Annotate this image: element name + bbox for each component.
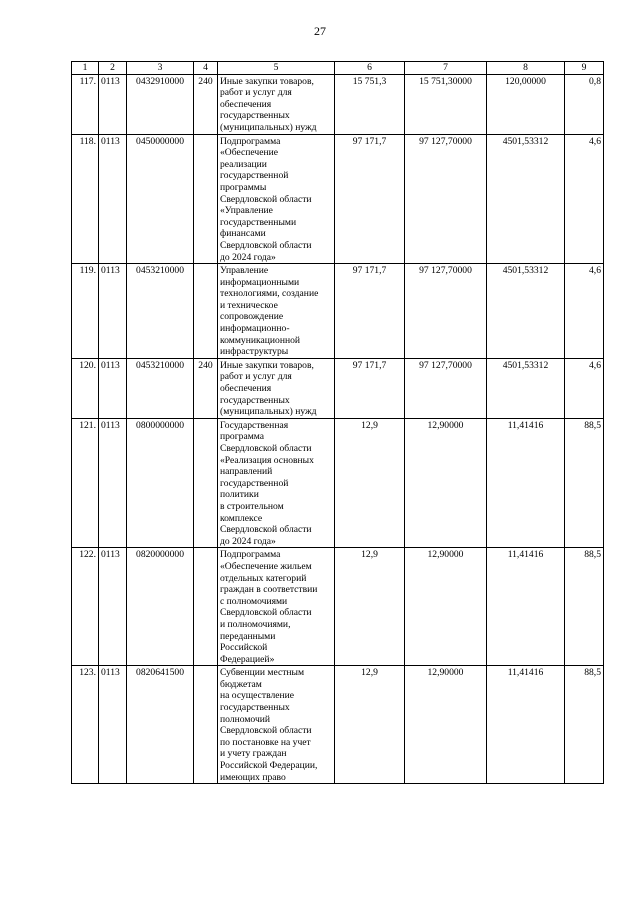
row-number: 122.: [72, 548, 99, 666]
header-row: [72, 62, 604, 75]
value-col7: 12,90000: [405, 666, 487, 784]
value-col8: 4501,53312: [487, 264, 565, 359]
value-col8: 120,00000: [487, 74, 565, 134]
target-article-code: 0820641500: [127, 666, 194, 784]
value-col6: 15 751,3: [335, 74, 405, 134]
item-description: Управление информационными технологиями, создание и техническое сопровождение информационно- коммуникационной инфраструктуры: [218, 264, 335, 359]
value-col9: 4,6: [565, 134, 604, 264]
column-header: 1: [72, 62, 99, 75]
section-code: 0113: [99, 358, 127, 418]
page-number: 27: [314, 24, 326, 38]
expense-type-code: [194, 418, 218, 548]
budget-table: [71, 61, 604, 784]
table-row: [72, 548, 604, 666]
row-number: 120.: [72, 358, 99, 418]
item-description: Субвенции местным бюджетам на осуществление государственных полномочий Свердловской области по постановке на учет и учету граждан Российской Федерации, имеющих право: [218, 666, 335, 784]
value-col6: 12,9: [335, 548, 405, 666]
value-col8: 11,41416: [487, 548, 565, 666]
value-col7: 97 127,70000: [405, 134, 487, 264]
value-col9: 88,5: [565, 418, 604, 548]
target-article-code: 0450000000: [127, 134, 194, 264]
row-number: 119.: [72, 264, 99, 359]
section-code: 0113: [99, 74, 127, 134]
column-header: 8: [487, 62, 565, 75]
target-article-code: 0432910000: [127, 74, 194, 134]
column-header: 5: [218, 62, 335, 75]
table-row: [72, 134, 604, 264]
section-code: 0113: [99, 666, 127, 784]
expense-type-code: [194, 666, 218, 784]
section-code: 0113: [99, 134, 127, 264]
expense-type-code: [194, 134, 218, 264]
row-number: 121.: [72, 418, 99, 548]
value-col8: 11,41416: [487, 666, 565, 784]
value-col6: 12,9: [335, 418, 405, 548]
value-col7: 15 751,30000: [405, 74, 487, 134]
value-col6: 97 171,7: [335, 358, 405, 418]
target-article-code: 0453210000: [127, 358, 194, 418]
value-col6: 12,9: [335, 666, 405, 784]
table-row: [72, 358, 604, 418]
column-header: 2: [99, 62, 127, 75]
value-col9: 4,6: [565, 358, 604, 418]
target-article-code: 0820000000: [127, 548, 194, 666]
column-header: 9: [565, 62, 604, 75]
item-description: Иные закупки товаров, работ и услуг для обеспечения государственных (муниципальных) нужд: [218, 74, 335, 134]
value-col9: 0,8: [565, 74, 604, 134]
target-article-code: 0453210000: [127, 264, 194, 359]
table-row: [72, 418, 604, 548]
row-number: 117.: [72, 74, 99, 134]
value-col8: 4501,53312: [487, 134, 565, 264]
value-col6: 97 171,7: [335, 264, 405, 359]
column-header: 6: [335, 62, 405, 75]
column-header: 3: [127, 62, 194, 75]
value-col7: 97 127,70000: [405, 264, 487, 359]
section-code: 0113: [99, 418, 127, 548]
table-row: [72, 666, 604, 784]
value-col7: 97 127,70000: [405, 358, 487, 418]
item-description: Подпрограмма «Обеспечение жильем отдельных категорий граждан в соответствии с полномочиями Свердловской области и полномочиями, переданными Российской Федерацией»: [218, 548, 335, 666]
value-col8: 4501,53312: [487, 358, 565, 418]
row-number: 118.: [72, 134, 99, 264]
value-col9: 88,5: [565, 666, 604, 784]
row-number: 123.: [72, 666, 99, 784]
section-code: 0113: [99, 548, 127, 666]
table-row: [72, 264, 604, 359]
target-article-code: 0800000000: [127, 418, 194, 548]
section-code: 0113: [99, 264, 127, 359]
item-description: Иные закупки товаров, работ и услуг для обеспечения государственных (муниципальных) нужд: [218, 358, 335, 418]
table-row: [72, 74, 604, 134]
column-header: 7: [405, 62, 487, 75]
column-header: 4: [194, 62, 218, 75]
value-col9: 4,6: [565, 264, 604, 359]
item-description: Подпрограмма «Обеспечение реализации государственной программы Свердловской области «Управление государственными финансами Свердловской области до 2024 года»: [218, 134, 335, 264]
item-description: Государственная программа Свердловской области «Реализация основных направлений государственной политики в строительном комплексе Свердловской области до 2024 года»: [218, 418, 335, 548]
expense-type-code: 240: [194, 358, 218, 418]
expense-type-code: [194, 548, 218, 666]
value-col6: 97 171,7: [335, 134, 405, 264]
value-col9: 88,5: [565, 548, 604, 666]
value-col7: 12,90000: [405, 418, 487, 548]
expense-type-code: [194, 264, 218, 359]
value-col7: 12,90000: [405, 548, 487, 666]
expense-type-code: 240: [194, 74, 218, 134]
value-col8: 11,41416: [487, 418, 565, 548]
